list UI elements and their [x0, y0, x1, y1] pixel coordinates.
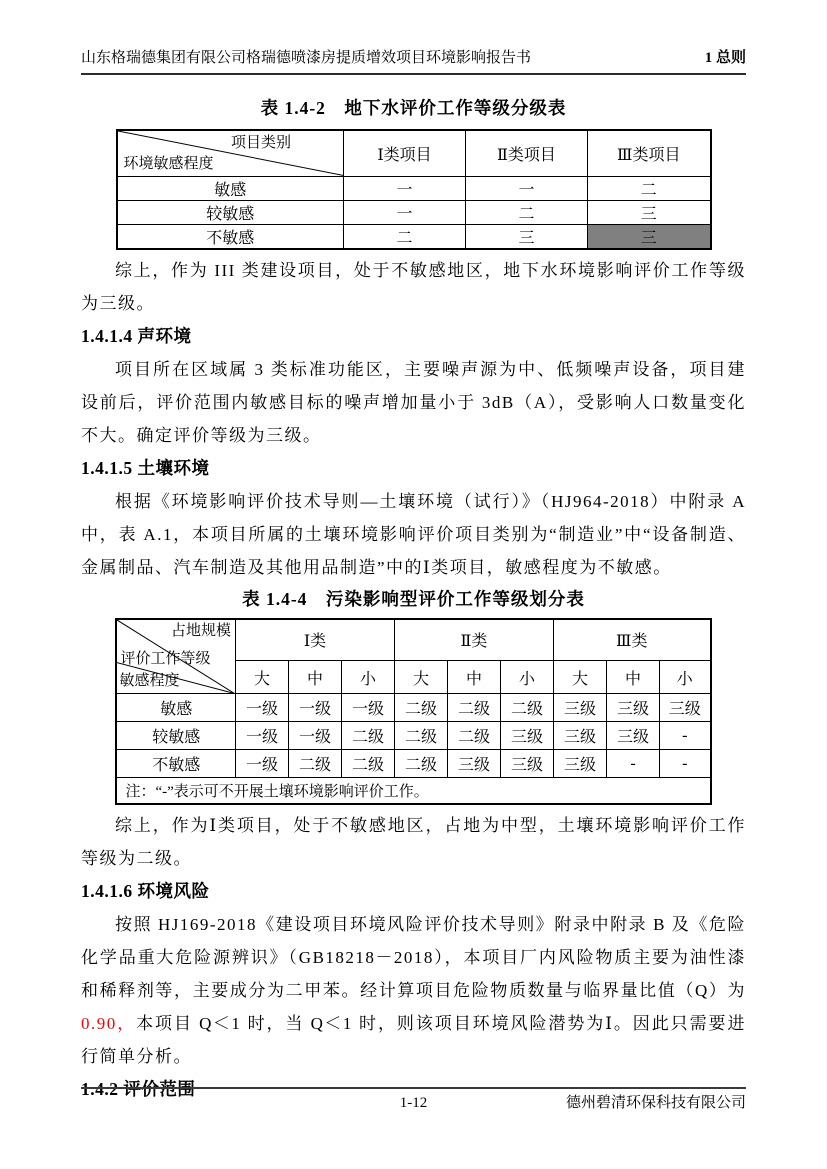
grade-cell: 一级: [288, 694, 341, 722]
grade-cell: 二级: [394, 750, 447, 778]
grade-cell: -: [660, 750, 711, 778]
table-row: [116, 722, 710, 750]
groundwater-grading-table: [116, 129, 712, 250]
grade-cell: 三级: [500, 722, 553, 750]
subcolumn-header: 大: [394, 661, 447, 694]
highlighted-grade-cell: 三: [588, 224, 711, 249]
grade-cell: 三级: [447, 750, 500, 778]
grade-cell: 二级: [341, 722, 394, 750]
corner-label-project-category: 项目类别: [230, 135, 291, 151]
grade-cell: 一级: [235, 722, 288, 750]
grade-cell: 三: [466, 224, 588, 249]
row-label: 不敏感: [116, 750, 235, 778]
risk-q-value: 0.90，: [81, 1013, 137, 1033]
grade-cell: 一: [466, 176, 588, 200]
grade-cell: -: [607, 750, 660, 778]
grade-cell: 一级: [288, 722, 341, 750]
subcolumn-header: 中: [447, 661, 500, 694]
table-group-header-row: [116, 619, 710, 661]
table-note-row: [116, 778, 710, 804]
grade-cell: 二级: [500, 694, 553, 722]
table1-title: 表 1.4-2 地下水评价工作等级分级表: [260, 98, 567, 118]
subcolumn-header: 小: [341, 661, 394, 694]
subcolumn-header: 大: [235, 661, 288, 694]
group-header: Ⅲ类: [554, 619, 711, 661]
grade-cell: 二级: [447, 694, 500, 722]
company-name: 德州碧清环保科技有限公司: [565, 1095, 746, 1111]
soil-paragraph: 根据《环境影响评价技术导则—土壤环境（试行）》（HJ964-2018）中附录 A 中，表 A.1，本项目所属的土壤环境影响评价项目类别为“制造业”中“设备制造、金属制品、汽车制造及其他用品制造”中的Ⅰ类项目，敏感程度为不敏感。: [81, 491, 746, 577]
section-heading-scope: 1.4.2 评价范围: [81, 1078, 196, 1099]
subcolumn-header: 中: [288, 661, 341, 694]
grade-cell: 二级: [394, 722, 447, 750]
grade-cell: 一级: [341, 694, 394, 722]
grade-cell: 一: [344, 200, 466, 224]
section-heading-risk: 1.4.1.6 环境风险: [81, 880, 210, 901]
corner-label-work-grade: 评价工作等级: [120, 650, 211, 667]
table-row: [116, 694, 710, 722]
row-label: 较敏感: [116, 722, 235, 750]
grade-cell: 三级: [554, 722, 607, 750]
doc-title: 山东格瑞德集团有限公司格瑞德喷漆房提质增效项目环境影响报告书: [81, 50, 532, 66]
table-header-row: [117, 130, 711, 176]
table-row: [117, 200, 711, 224]
table-row: [117, 176, 711, 200]
table-row: [117, 224, 711, 249]
grade-cell: 三级: [607, 722, 660, 750]
grade-cell: 一级: [235, 694, 288, 722]
grade-cell: 一级: [235, 750, 288, 778]
grade-cell: 一: [344, 176, 466, 200]
row-label: 敏感: [116, 694, 235, 722]
section-heading-noise: 1.4.1.4 声环境: [81, 325, 192, 346]
group-header: Ⅱ类: [394, 619, 553, 661]
corner-label-land-scale: 占地规模: [170, 622, 231, 639]
page-header: [81, 0, 746, 75]
column-header: Ⅱ类项目: [466, 130, 588, 176]
grade-cell: 三级: [607, 694, 660, 722]
chapter-label: 1 总则: [704, 50, 746, 66]
grade-cell: 二级: [394, 694, 447, 722]
page-footer: [81, 1087, 746, 1113]
row-label: 较敏感: [117, 200, 344, 224]
grade-cell: -: [660, 722, 711, 750]
grade-cell: 二: [466, 200, 588, 224]
grade-cell: 二级: [341, 750, 394, 778]
group-header: Ⅰ类: [235, 619, 394, 661]
table2-corner-cell: [116, 619, 235, 694]
corner-label-sensitivity: 环境敏感程度: [123, 155, 214, 172]
section-heading-soil: 1.4.1.5 土壤环境: [81, 457, 210, 478]
risk-text-after: 本项目 Q＜1 时，当 Q＜1 时，则该项目环境风险潜势为Ⅰ。因此只需要进行简单分析。: [81, 1013, 746, 1066]
row-label: 敏感: [117, 176, 344, 200]
pollution-grading-table: [115, 618, 711, 805]
grade-cell: 三级: [500, 750, 553, 778]
subcolumn-header: 中: [607, 661, 660, 694]
risk-text-before: 按照 HJ169-2018《建设项目环境风险评价技术导则》附录中附录 B 及《危险化学品重大危险源辨识》（GB18218－2018），本项目厂内风险物质主要为油性漆和稀释剂等，主要成分为二甲苯。经计算项目危险物质数量与临界量比值（Q）为: [81, 914, 746, 1000]
table-note: 注：“-”表示可不开展土壤环境影响评价工作。: [116, 778, 710, 804]
grade-cell: 三级: [660, 694, 711, 722]
grade-cell: 二级: [288, 750, 341, 778]
page-number: 1-12: [399, 1095, 428, 1111]
corner-label-sensitivity: 敏感程度: [119, 673, 180, 689]
table2-title: 表 1.4-4 污染影响型评价工作等级划分表: [242, 588, 585, 609]
soil-summary-paragraph: 综上，作为Ⅰ类项目，处于不敏感地区，占地为中型，土壤环境影响评价工作等级为二级。: [81, 815, 746, 868]
grade-cell: 二级: [447, 722, 500, 750]
subcolumn-header: 小: [500, 661, 553, 694]
subcolumn-header: 大: [554, 661, 607, 694]
grade-cell: 三: [588, 200, 711, 224]
row-label: 不敏感: [117, 224, 344, 249]
groundwater-summary-paragraph: 综上，作为 III 类建设项目，处于不敏感地区，地下水环境影响评价工作等级为三级。: [81, 260, 746, 313]
grade-cell: 二: [344, 224, 466, 249]
table1-corner-cell: [117, 130, 344, 176]
subcolumn-header: 小: [660, 661, 711, 694]
grade-cell: 三级: [554, 750, 607, 778]
risk-paragraph: [81, 908, 746, 1073]
grade-cell: 三级: [554, 694, 607, 722]
column-header: Ⅰ类项目: [344, 130, 466, 176]
column-header: Ⅲ类项目: [588, 130, 711, 176]
table-row: [116, 750, 710, 778]
grade-cell: 二: [588, 176, 711, 200]
noise-paragraph: 项目所在区域属 3 类标准功能区，主要噪声源为中、低频噪声设备，项目建设前后，评价范围内敏感目标的噪声增加量小于 3dB（A），受影响人口数量变化不大。确定评价等级为三级。: [81, 359, 746, 445]
